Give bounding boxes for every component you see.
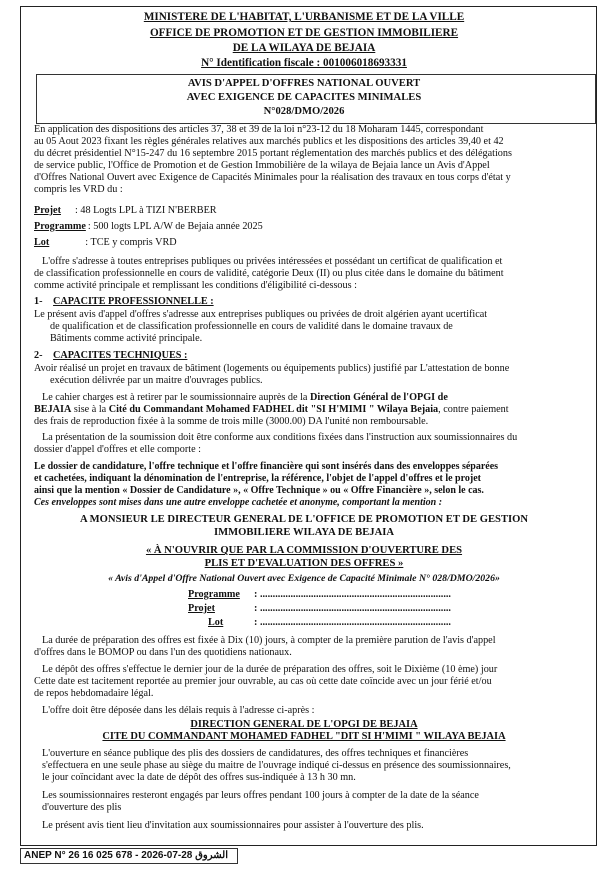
offre-line: comme activité principale et remplissant les conditions d'éligibilité ci-dessous :	[34, 280, 357, 291]
avis-reference: « Avis d'Appel d'Offre National Ouvert avec Exigence de Capacité Minimale N° 028/DMO/2026»	[108, 573, 500, 584]
capacite-tech-line: exécution délivrée par un maitre d'ouvrages publics.	[50, 375, 263, 386]
nouvrir-line: PLIS ET D'EVALUATION DES OFFRES »	[204, 558, 404, 569]
adresse-title: IMMOBILIERE WILAYA DE BEJAIA	[213, 527, 395, 538]
duree-line: La durée de préparation des offres est fixée à Dix (10) jours, à compter de la première parution de l'avis d'appel	[42, 635, 496, 646]
ouverture-line: s'effectuera en une seule phase au siège du maitre de l'ouvrage indiqué ci-dessus en présence des soumissionnaires,	[42, 760, 511, 771]
engages-line: Les soumissionnaires resteront engagés par leurs offres pendant 100 jours à compter de la date de la séance	[42, 790, 479, 801]
cahier-text: , contre paiement	[438, 404, 509, 415]
programme-row	[34, 221, 263, 232]
lot-row	[34, 237, 177, 248]
form-programme	[188, 589, 451, 600]
lot-value: : TCE y compris VRD	[85, 237, 177, 248]
wilaya-title: DE LA WILAYA DE BEJAIA	[232, 42, 376, 54]
cahier-line	[34, 404, 509, 415]
ouverture-line: L'ouverture en séance publique des plis des dossiers de candidatures, des offres techniques et financières	[42, 748, 469, 759]
projet-value: : 48 Logts LPL à TIZI N'BERBER	[74, 205, 217, 216]
form-programme-label: Programme	[188, 589, 240, 600]
intro-line: compris les VRD du :	[34, 184, 123, 195]
duree-line: d'offres dans le BOMOP ou dans l'un des quotidiens nationaux.	[34, 647, 292, 658]
depot-line: Cette date est tacitement reportée au premier jour ouvrable, au cas où cette date coïncide avec un jour férié et/ou	[34, 676, 492, 687]
cahier-bejaia: BEJAIA	[34, 404, 72, 415]
projet-row	[34, 205, 217, 216]
depot-line: Le dépôt des offres s'effectue le dernier jour de la durée de préparation des offres, soit le Dixième (10 ème) jour	[42, 664, 498, 675]
capacite-pro-line: Bâtiments comme activité principale.	[50, 333, 203, 344]
intro-line: au 05 Aout 2023 fixant les règles générales relatives aux marchés publics et les dispositions des articles 39,40 et 42	[34, 136, 504, 147]
nouvrir-line: « À N'OUVRIR QUE PAR LA COMMISSION D'OUVERTURE DES	[145, 545, 463, 556]
form-projet	[188, 603, 451, 614]
offre-line: L'offre s'adresse à toutes entreprises publiques ou privées intéressées et possédant un certificat de qualification et	[42, 256, 503, 267]
dossier-line: Le dossier de candidature, l'offre technique et l'offre financière qui sont insérés dans des enveloppes séparées	[34, 461, 499, 472]
capacite-tech-heading	[34, 350, 187, 361]
intro-line: de service public, l'Office de Promotion et de Gestion Immobilière de la wilaya de Bejaia lance un Avis d'Appel	[34, 160, 490, 171]
dossier-line: Ces enveloppes sont mises dans une autre enveloppe cachetée et anonyme, comportant la mention :	[34, 497, 443, 508]
fiscal-id: N° Identification fiscale : 001006018693331	[201, 57, 407, 69]
form-lot-label: Lot	[208, 617, 224, 628]
intro-line: En application des dispositions des articles 37, 38 et 39 de la loi n°23-12 du 18 Moharam 1445, correspondant	[34, 124, 484, 135]
cahier-line	[42, 392, 448, 403]
dossier-line: et cachetées, indiquant la dénomination de l'entreprise, la référence, l'objet de l'appel d'offres et le projet	[34, 473, 481, 484]
avis-title-line1: AVIS D'APPEL D'OFFRES NATIONAL OUVERT	[187, 78, 421, 89]
adresse-title: A MONSIEUR LE DIRECTEUR GENERAL DE L'OFFICE DE PROMOTION ET DE GESTION	[79, 514, 529, 525]
depot-line: de repos hebdomadaire légal.	[34, 688, 154, 699]
invitation-line: Le présent avis tient lieu d'invitation aux soumissionnaires pour assister à l'ouverture des plis.	[42, 820, 424, 831]
adresse-intro: L'offre doit être déposée dans les délais requis à l'adresse ci-après :	[42, 705, 315, 716]
avis-number: N°028/DMO/2026	[263, 106, 345, 117]
ouverture-line: le jour coïncidant avec la date de dépôt des offres sus-indiquée à 13 h 30 mn.	[42, 772, 356, 783]
presentation-line: dossier d'appel d'offres et elle comporte :	[34, 444, 201, 455]
capacite-pro-heading	[34, 296, 214, 307]
projet-label: Projet	[34, 205, 61, 216]
capacite-pro-line: Le présent avis d'appel d'offres s'adresse aux entreprises publiques ou privées de droit algérien ayant ucertificat	[34, 309, 488, 320]
capacite-tech-num: 2-	[34, 350, 43, 361]
cahier-line: des frais de reproduction fixée à la somme de trois mille (3000.00) DA l'unité non remboursable.	[34, 416, 429, 427]
intro-line: du décret présidentiel N°15-247 du 16 septembre 2015 portant réglementation des marchés publics et des délégations	[34, 148, 512, 159]
capacite-pro-line: de qualification et de classification professionnelle en cours de validité dans le domaine travaux de	[50, 321, 453, 332]
offre-line: de classification professionnelle en cours de validité, catégorie Deux (II) ou plus citée dans le domaine du bâtiment	[34, 268, 504, 279]
avis-title-line2: AVEC EXIGENCE DE CAPACITES MINIMALES	[186, 92, 422, 103]
cahier-text: Le cahier charges est à retirer par le soumissionnaire auprès de la	[42, 392, 310, 403]
capacite-pro-num: 1-	[34, 296, 43, 307]
form-dots: : ...........................................................................	[254, 603, 451, 614]
anep-footer: ANEP N° 26 16 025 678 - 2026-07-28 الشروق	[20, 848, 238, 864]
form-dots: : ...........................................................................	[254, 617, 451, 628]
form-projet-label: Projet	[188, 603, 215, 614]
dossier-line: ainsi que la mention « Dossier de Candidature », « Offre Technique » ou « Offre Financière », selon le cas.	[34, 485, 484, 496]
office-title: OFFICE DE PROMOTION ET DE GESTION IMMOBILIERE	[149, 27, 459, 39]
intro-line: d'Offres National Ouvert avec Exigence de Capacités Minimales pour la réalisation des travaux en tous corps d'état y	[34, 172, 511, 183]
programme-value: : 500 logts LPL A/W de Bejaia année 2025	[87, 221, 263, 232]
direction-line: CITE DU COMMANDANT MOHAMED FADHEL "DIT SI H'MIMI " WILAYA BEJAIA	[102, 731, 506, 742]
programme-label: Programme	[34, 221, 86, 232]
form-dots: : ...........................................................................	[254, 589, 451, 600]
cahier-direction: Direction Général de l'OPGI de	[309, 392, 448, 403]
form-lot	[188, 617, 451, 628]
capacite-tech-title: CAPACITES TECHNIQUES :	[53, 350, 188, 361]
lot-label: Lot	[34, 237, 50, 248]
direction-line: DIRECTION GENERAL DE L'OPGI DE BEJAIA	[190, 719, 418, 730]
cahier-cite: Cité du Commandant Mohamed FADHEL dit "SI H'MIMI " Wilaya Bejaia	[108, 404, 439, 415]
cahier-text: sise à la	[71, 404, 109, 415]
capacite-tech-line: Avoir réalisé un projet en travaux de bâtiment (logements ou équipements publics) justifié par L'attestation de bonne	[34, 363, 510, 374]
capacite-pro-title: CAPACITE PROFESSIONNELLE :	[53, 296, 214, 307]
presentation-line: La présentation de la soumission doit être conforme aux conditions fixées dans l'instruction aux soumissionnaires du	[42, 432, 518, 443]
ministry-title: MINISTERE DE L'HABITAT, L'URBANISME ET DE LA VILLE	[143, 11, 465, 23]
engages-line: d'ouverture des plis	[42, 802, 122, 813]
